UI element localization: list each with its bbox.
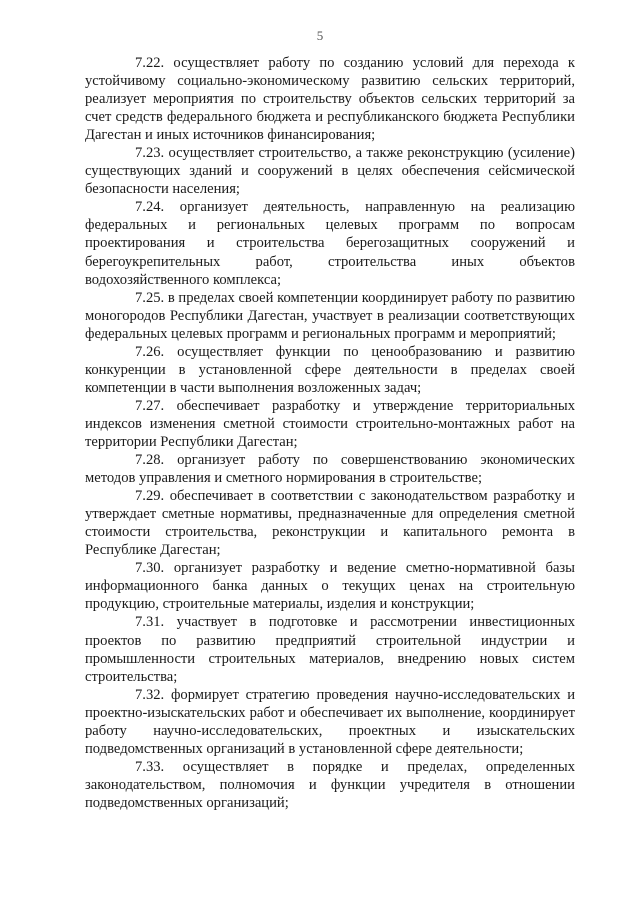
paragraph-7-28: 7.28. организует работу по совершенствованию экономических методов управления и сметного нормирования в строительстве; bbox=[85, 452, 575, 487]
paragraph-7-26: 7.26. осуществляет функции по ценообразованию и развитию конкуренции в установленной сфере деятельности в пределах своей компетенции в части выполнения возложенных задач; bbox=[85, 343, 575, 396]
paragraph-7-23: 7.23. осуществляет строительство, а также реконструкцию (усиление) существующих зданий и сооружений в целях обеспечения сейсмической безопасности населения; bbox=[85, 145, 575, 198]
paragraph-7-22: 7.22. осуществляет работу по созданию условий для перехода к устойчивому социально-экономическому развитию сельских территорий, реализует мероприятия по строительству объектов сельских территорий за счет средств федерального бюджета и республиканского бюджета Республики Дагестан и иных источников финансирования; bbox=[85, 55, 575, 144]
page-number: 5 bbox=[316, 28, 324, 43]
paragraph-7-32: 7.32. формирует стратегию проведения научно-исследовательских и проектно-изыскательских работ и обеспечивает их выполнение, координирует работу научно-исследовательских, проектных и изыскательских подведомственных организаций в установленной сфере деятельности; bbox=[85, 686, 575, 757]
paragraph-7-25: 7.25. в пределах своей компетенции координирует работу по развитию моногородов Республики Дагестан, участвует в реализации соответствующих федеральных целевых программ и региональных программ и мероприятий; bbox=[85, 289, 575, 342]
paragraph-7-29: 7.29. обеспечивает в соответствии с законодательством разработку и утверждает сметные нормативы, предназначенные для определения сметной стоимости строительства, реконструкции и капитального ремонта в Республике Дагестан; bbox=[85, 488, 575, 559]
paragraph-7-31: 7.31. участвует в подготовке и рассмотрении инвестиционных проектов по развитию предприятий строительной индустрии и промышленности строительных материалов, внедрению новых систем строительства; bbox=[85, 614, 575, 685]
paragraph-7-30: 7.30. организует разработку и ведение сметно-нормативной базы информационного банка данных о текущих ценах на строительную продукцию, строительные материалы, изделия и конструкции; bbox=[85, 560, 575, 613]
paragraph-7-33: 7.33. осуществляет в порядке и пределах, определенных законодательством, полномочия и функции учредителя в отношении подведомственных организаций; bbox=[85, 758, 575, 811]
document-body bbox=[85, 54, 575, 812]
paragraph-7-27: 7.27. обеспечивает разработку и утверждение территориальных индексов изменения сметной стоимости строительно-монтажных работ на территории Республики Дагестан; bbox=[85, 397, 575, 450]
paragraph-7-24: 7.24. организует деятельность, направленную на реализацию федеральных и региональных целевых программ по вопросам проектирования и строительства берегозащитных сооружений и берегоукрепительных работ, строительства иных объектов водохозяйственного комплекса; bbox=[85, 199, 575, 288]
